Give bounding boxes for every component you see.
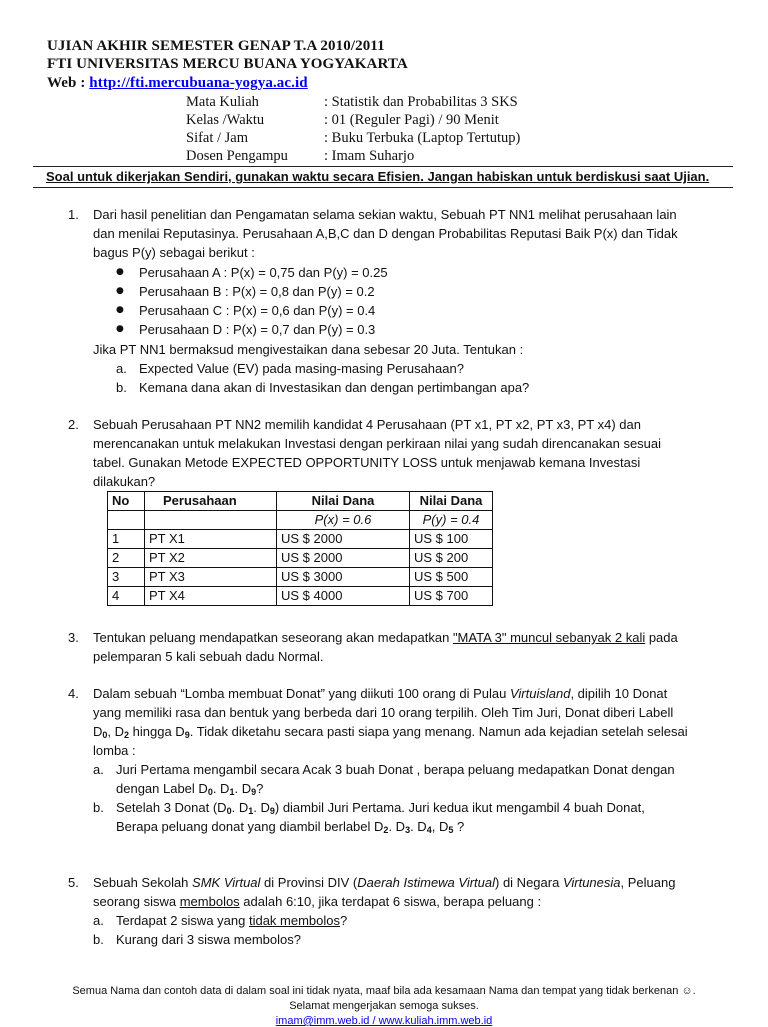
q4-line: lomba : (93, 743, 136, 758)
q4-text: . D (231, 800, 249, 815)
q3-line: pelemparan 5 kali sebuah dadu Normal. (93, 649, 324, 664)
q5-item-label: a. (93, 913, 104, 928)
meta-value: : Buku Terbuka (Laptop Tertutup) (324, 130, 521, 146)
university-name: FTI UNIVERSITAS MERCU BUANA YOGYAKARTA (47, 56, 408, 72)
q4-line (93, 722, 688, 745)
q4-text: . D (253, 800, 270, 815)
q2-line: tabel. Gunakan Metode EXPECTED OPPORTUNITY LOSS untuk menjawab kemana Investasi (93, 455, 641, 470)
q4-text: . D (212, 781, 230, 796)
q5-text: ) di Negara (495, 875, 563, 890)
q4-sub: 2 (383, 825, 389, 835)
q5-item-b: Kurang dari 3 siswa membolos? (116, 932, 301, 947)
q4-text: , dipilih 10 Donat (570, 686, 668, 701)
question-number: 1. (68, 207, 79, 222)
bullet-icon: ● (116, 324, 124, 334)
table-row (108, 568, 493, 587)
meta-value: : Imam Suharjo (324, 148, 415, 164)
q1-item-a: Expected Value (EV) pada masing-masing Perusahaan? (139, 361, 464, 376)
q1-bullet: Perusahaan A : P(x) = 0,75 dan P(y) = 0.25 (139, 265, 388, 280)
q4-sub: 2 (124, 730, 130, 740)
q4-sub: 0 (102, 730, 108, 740)
q4-text: D (93, 724, 103, 739)
table-cell: US $ 2000 (277, 530, 410, 549)
meta-label: Dosen Pengampu (186, 148, 288, 164)
q3-line (93, 628, 678, 647)
table-cell: US $ 100 (410, 530, 493, 549)
table-row (108, 587, 493, 606)
web-line (47, 75, 308, 92)
q5-emphasis: membolos (179, 894, 240, 909)
q4-item-label: b. (93, 800, 104, 815)
q2-line: dilakukan? (93, 474, 156, 489)
q4-text: . D (410, 819, 427, 834)
table-header: Nilai Dana (410, 492, 493, 511)
q4-text: ? (256, 781, 264, 796)
table-header: No (108, 492, 145, 511)
q4-sub: 1 (229, 787, 235, 797)
q4-line: yang memiliki rasa dan bentuk yang berbeda dari 10 orang terpilih. Oleh Tim Juri, Donat diberi Labell (93, 705, 674, 720)
q4-text: . Tidak diketahu secara pasti siapa yang menang. Namun ada kejadian setelah selesai (189, 724, 688, 739)
bullet-icon: ● (116, 267, 124, 277)
footer-greeting: Selamat mengerjakan semoga sukses. (289, 1000, 479, 1012)
q5-item-label: b. (93, 932, 104, 947)
q4-item-b-cont (116, 817, 464, 840)
q1-bullet: Perusahaan B : P(x) = 0,8 dan P(y) = 0.2 (139, 284, 375, 299)
table-cell: US $ 3000 (277, 568, 410, 587)
table-cell: 1 (108, 530, 145, 549)
table-cell (108, 511, 145, 530)
exam-title: UJIAN AKHIR SEMESTER GENAP T.A 2010/2011 (47, 38, 385, 54)
q4-text: ) diambil Juri Pertama. Juri kedua ikut mengambil 4 buah Donat, (274, 800, 645, 815)
q5-province: Daerah Istimewa Virtual (357, 875, 496, 890)
q4-sub: 1 (248, 806, 254, 816)
table-cell: US $ 200 (410, 549, 493, 568)
q5-text: Terdapat 2 siswa yang (116, 913, 249, 928)
q5-text: adalah 6:10, jika terdapat 6 siswa, berapa peluang : (239, 894, 542, 909)
q5-text: seorang siswa (93, 894, 180, 909)
q4-text: . D (388, 819, 406, 834)
q2-line: merencanakan untuk melakukan Investasi dengan perkiraan nilai yang sudah direncanakan sesuai (93, 436, 662, 451)
table-cell: 2 (108, 549, 145, 568)
q4-sub: 5 (448, 825, 454, 835)
bullet-icon: ● (116, 305, 124, 315)
meta-label: Kelas /Waktu (186, 112, 265, 128)
q4-text: Dalam sebuah “Lomba membuat Donat” yang diikuti 100 orang di Pulau (93, 686, 510, 701)
question-number: 2. (68, 417, 79, 432)
meta-value: : 01 (Reguler Pagi) / 90 Menit (324, 112, 499, 128)
meta-label: Sifat / Jam (186, 130, 249, 146)
table-cell: PT X1 (145, 530, 277, 549)
q1-bullet: Perusahaan C : P(x) = 0,6 dan P(y) = 0.4 (139, 303, 376, 318)
meta-label: Mata Kuliah (186, 94, 259, 110)
table-cell: 4 (108, 587, 145, 606)
q5-country: Virtunesia (562, 875, 621, 890)
q4-place: Virtuisland (509, 686, 571, 701)
q1-item-b: Kemana dana akan di Investasikan dan dengan pertimbangan apa? (139, 380, 530, 395)
meta-value: : Statistik dan Probabilitas 3 SKS (324, 94, 518, 110)
q5-text: Sebuah Sekolah (93, 875, 193, 890)
q4-text: Berapa peluang donat yang diambil berlabel D (116, 819, 384, 834)
table-cell: US $ 500 (410, 568, 493, 587)
q1-line: bagus P(y) sebagai berikut : (93, 245, 255, 260)
q3-text: pada (645, 630, 678, 645)
table-header: Nilai Dana (277, 492, 410, 511)
q1-item-label: b. (116, 380, 127, 395)
q1-line: dan menilai Reputasinya. Perusahaan A,B,C dan D dengan Probabilitas Reputasi Baik P(x) dan Tidak (93, 226, 678, 241)
table-cell: US $ 2000 (277, 549, 410, 568)
q2-line: Sebuah Perusahaan PT NN2 memilih kandidat 4 Perusahaan (PT x1, PT x2, PT x3, PT x4) dan (93, 417, 641, 432)
q4-text: , D (107, 724, 125, 739)
q4-line (93, 684, 667, 703)
table-cell: PT X4 (145, 587, 277, 606)
q4-sub: 0 (207, 787, 213, 797)
footer-disclaimer: Semua Nama dan contoh data di dalam soal ini tidak nyata, maaf bila ada kesamaan Nama dan tempat yang tidak berkenan ☺. (72, 985, 696, 997)
q5-line (93, 892, 541, 911)
q4-text: ? (453, 819, 465, 834)
web-link[interactable]: http://fti.mercubuana-yogya.ac.id (89, 75, 308, 91)
q4-text: dengan Label D (116, 781, 208, 796)
table-header-row (108, 492, 493, 511)
q5-item-a (116, 911, 347, 930)
bullet-icon: ● (116, 286, 124, 296)
instruction-divider (33, 187, 733, 188)
q5-text: , Peluang (620, 875, 676, 890)
q4-sub: 9 (184, 730, 190, 740)
table-row (108, 530, 493, 549)
question-number: 4. (68, 686, 79, 701)
q4-text: . D (234, 781, 252, 796)
q1-bullet: Perusahaan D : P(x) = 0,7 dan P(y) = 0.3 (139, 322, 376, 337)
q1-line: Dari hasil penelitian dan Pengamatan selama sekian waktu, Sebuah PT NN1 melihat perusahaan lain (93, 207, 677, 222)
investment-table (107, 491, 493, 606)
q5-text: ? (340, 913, 348, 928)
table-cell: US $ 4000 (277, 587, 410, 606)
web-label: Web : (47, 75, 90, 91)
q5-school: SMK Virtual (192, 875, 261, 890)
question-number: 3. (68, 630, 79, 645)
table-cell: 3 (108, 568, 145, 587)
q5-text: di Provinsi DIV ( (260, 875, 358, 890)
table-row (108, 549, 493, 568)
q4-sub: 3 (405, 825, 411, 835)
q4-sub: 9 (269, 806, 275, 816)
table-cell: PT X2 (145, 549, 277, 568)
q3-text: Tentukan peluang mendapatkan seseorang akan medapatkan (93, 630, 453, 645)
q4-text: Setelah 3 Donat (D (116, 800, 227, 815)
q4-text: , D (431, 819, 449, 834)
table-subheader-row (108, 511, 493, 530)
table-header: Perusahaan (145, 492, 277, 511)
q4-sub: 9 (251, 787, 257, 797)
exam-instruction: Soal untuk dikerjakan Sendiri, gunakan waktu secara Efisien. Jangan habiskan untuk berdiskusi saat Ujian. (46, 169, 710, 184)
q4-text: hingga D (129, 724, 185, 739)
table-cell (145, 511, 277, 530)
q5-emphasis: tidak membolos (248, 913, 341, 928)
table-subheader: P(x) = 0.6 (277, 511, 410, 530)
q1-item-label: a. (116, 361, 127, 376)
q4-sub: 4 (426, 825, 432, 835)
q4-item-label: a. (93, 762, 104, 777)
q4-sub: 0 (226, 806, 232, 816)
header-divider (33, 166, 733, 167)
table-cell: PT X3 (145, 568, 277, 587)
table-subheader: P(y) = 0.4 (410, 511, 493, 530)
q3-emphasis: "MATA 3" muncul sebanyak 2 kali (452, 630, 646, 645)
q4-item-a: Juri Pertama mengambil secara Acak 3 buah Donat , berapa peluang medapatkan Donat dengan (116, 762, 675, 777)
q5-line (93, 873, 675, 892)
question-number: 5. (68, 875, 79, 890)
q1-lead: Jika PT NN1 bermaksud mengivestaikan dana sebesar 20 Juta. Tentukan : (93, 342, 524, 357)
table-cell: US $ 700 (410, 587, 493, 606)
footer-contact-link[interactable]: imam@imm.web.id / www.kuliah.imm.web.id (275, 1015, 493, 1027)
